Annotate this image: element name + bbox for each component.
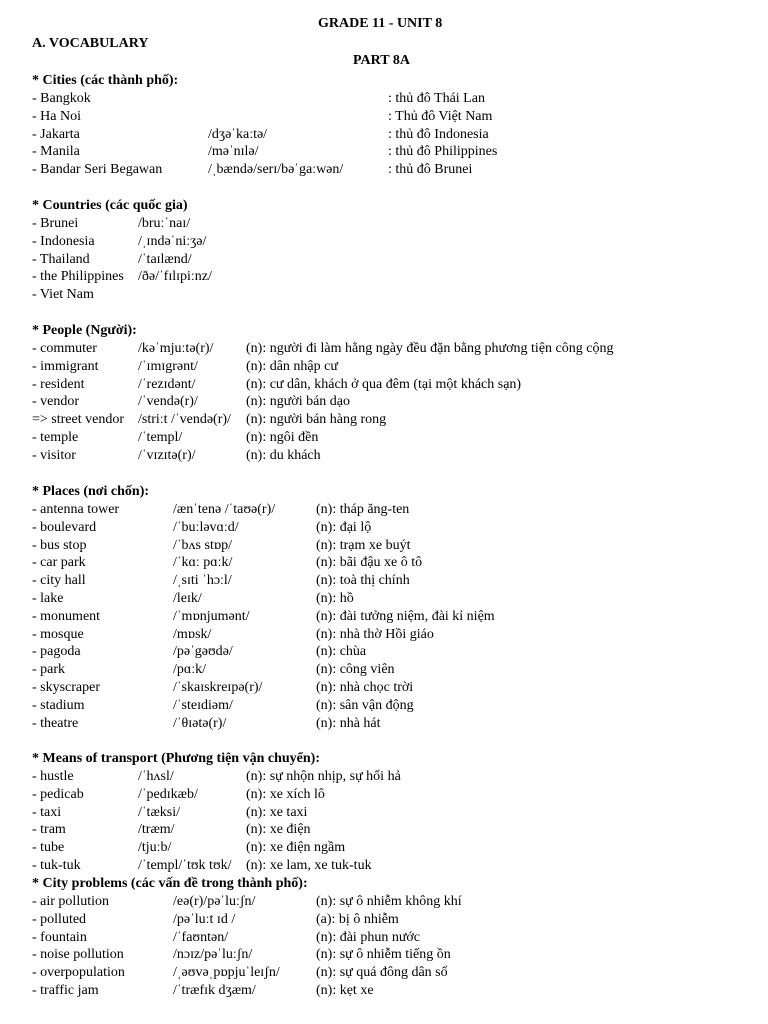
countries-row (32, 286, 748, 304)
vocab-pronunciation: /ˈbʌs stɒp/ (173, 537, 233, 553)
people-heading: * People (Người): (32, 323, 137, 338)
transport-row (32, 821, 748, 839)
countries-row (32, 251, 748, 269)
vocab-word: - vendor (32, 394, 80, 410)
people-row (32, 447, 748, 465)
vocab-pronunciation: /ˈtempl/ˈtʊk tʊk/ (138, 857, 232, 873)
vocab-meaning: (n): nhà hát (316, 715, 381, 731)
section-heading: A. VOCABULARY (32, 36, 149, 51)
vocab-meaning: : thủ đô Brunei (388, 162, 473, 178)
vocab-word: - theatre (32, 715, 79, 731)
vocab-meaning: : Thủ đô Việt Nam (388, 108, 493, 124)
vocab-meaning: (n): sân vận động (316, 697, 414, 713)
places-list (32, 501, 748, 732)
vocab-meaning: (n): toà thị chính (316, 573, 410, 589)
vocab-word: - bus stop (32, 537, 87, 553)
vocab-word: - tuk-tuk (32, 857, 81, 873)
vocab-pronunciation: /pəˈgəʊdə/ (173, 644, 233, 660)
problems-row (32, 929, 748, 947)
countries-section (32, 197, 748, 304)
vocab-meaning: (n): công viên (316, 662, 395, 678)
vocab-word: - polluted (32, 911, 87, 927)
vocab-pronunciation: /ˈmɒnjumənt/ (173, 608, 250, 624)
vocab-pronunciation: /ˈtræfɪk dʒæm/ (173, 982, 256, 998)
vocab-meaning: (n): tháp ăng-ten (316, 502, 410, 517)
vocab-word: - car park (32, 555, 86, 571)
places-row (32, 626, 748, 644)
vocab-word: - boulevard (32, 519, 97, 535)
vocab-meaning: (n): chùa (316, 644, 367, 660)
transport-row (32, 839, 748, 857)
vocab-word: - temple (32, 429, 79, 445)
vocab-meaning: : thủ đô Indonesia (388, 126, 489, 142)
cities-row (32, 108, 748, 126)
people-row (32, 358, 748, 376)
vocab-meaning: : thủ đô Philippines (388, 144, 498, 160)
places-row (32, 679, 748, 697)
vocab-word: - monument (32, 608, 101, 624)
part-heading: PART 8A (353, 53, 410, 68)
people-row (32, 393, 748, 411)
vocab-meaning: (n): đài phun nước (316, 929, 421, 945)
vocab-meaning: (n): sự ô nhiễm không khí (316, 894, 462, 909)
vocab-word: - city hall (32, 573, 86, 589)
problems-row (32, 893, 748, 911)
vocab-word: - pedicab (32, 786, 84, 802)
problems-row (32, 946, 748, 964)
vocab-word: - visitor (32, 447, 76, 463)
vocab-pronunciation: /ˈhʌsl/ (138, 769, 174, 784)
cities-list (32, 90, 748, 179)
people-row (32, 376, 748, 394)
problems-section (32, 875, 748, 1000)
vocab-word: - fountain (32, 929, 87, 945)
transport-row (32, 768, 748, 786)
vocab-word: - park (32, 662, 66, 678)
vocab-meaning: (n): cư dân, khách ở qua đêm (tại một khách sạn) (246, 376, 522, 392)
vocab-meaning: (n): người bán dạo (246, 394, 351, 410)
transport-heading: * Means of transport (Phương tiện vận chuyển): (32, 751, 320, 766)
vocab-meaning: (n): đại lộ (316, 519, 372, 535)
vocab-pronunciation: /ˌəʊvəˌpɒpjuˈleɪʃn/ (173, 965, 280, 981)
vocab-meaning: (n): xe điện ngầm (246, 840, 346, 856)
vocab-meaning: (n): nhà chọc trời (316, 679, 414, 695)
places-row (32, 537, 748, 555)
cities-row (32, 161, 748, 179)
vocab-meaning: (n): hồ (316, 590, 354, 606)
vocab-meaning: (n): xe taxi (246, 804, 308, 820)
vocab-pronunciation: /bruːˈnaɪ/ (138, 216, 191, 231)
places-section (32, 483, 748, 732)
places-row (32, 572, 748, 590)
document-title: GRADE 11 - UNIT 8 (318, 16, 443, 31)
vocab-pronunciation: /ˈpedɪkæb/ (138, 786, 198, 802)
vocab-pronunciation: /ˈvɪzɪtə(r)/ (138, 447, 196, 463)
vocab-pronunciation: /tjuːb/ (138, 840, 172, 856)
vocab-word: - Bandar Seri Begawan (32, 162, 163, 178)
vocab-word: - pagoda (32, 644, 81, 660)
places-row (32, 643, 748, 661)
vocab-pronunciation: /ˈsteɪdiəm/ (173, 697, 233, 713)
cities-heading: * Cities (các thành phố): (32, 73, 179, 88)
countries-row (32, 233, 748, 251)
vocab-pronunciation: /ˌbændə/serɪ/bəˈgaːwən/ (208, 162, 344, 178)
vocab-pronunciation: /pɑːk/ (173, 662, 206, 678)
countries-row (32, 215, 748, 233)
vocab-word: - Indonesia (32, 233, 95, 249)
vocab-meaning: (n): sự nhộn nhịp, sự hối hả (246, 769, 401, 784)
cities-section (32, 72, 748, 179)
vocab-meaning: (n): người đi làm hằng ngày đều đặn bằng phương tiện công cộng (246, 341, 614, 356)
vocab-meaning: (a): bị ô nhiễm (316, 911, 399, 927)
vocab-word: - commuter (32, 341, 97, 356)
places-row (32, 608, 748, 626)
vocab-word: - Ha Noi (32, 108, 81, 124)
people-row (32, 429, 748, 447)
vocab-word: - overpopulation (32, 965, 125, 981)
places-heading: * Places (nơi chốn): (32, 484, 150, 499)
vocab-word: - Viet Nam (32, 287, 94, 303)
vocab-pronunciation: /ˈtaɪlænd/ (138, 251, 192, 267)
places-row (32, 519, 748, 537)
vocab-word: - traffic jam (32, 982, 99, 998)
vocab-pronunciation: /ˈkɑː pɑːk/ (173, 555, 233, 571)
vocab-word: => street vendor (32, 412, 124, 428)
vocab-meaning: (n): dân nhập cư (246, 358, 338, 374)
places-row (32, 554, 748, 572)
vocab-word: - Thailand (32, 251, 90, 267)
vocab-pronunciation: /ˈɪmɪgrənt/ (138, 358, 198, 374)
vocab-pronunciation: /pəˈluːt ɪd / (173, 911, 236, 927)
people-section (32, 322, 748, 465)
problems-row (32, 911, 748, 929)
vocab-word: - skyscraper (32, 679, 101, 695)
vocab-meaning: (n): xe điện (246, 822, 311, 838)
vocab-meaning: : thủ đô Thái Lan (388, 91, 485, 106)
transport-row (32, 857, 748, 875)
vocab-pronunciation: /kəˈmjuːtə(r)/ (138, 341, 214, 356)
vocab-word: - Bangkok (32, 91, 91, 106)
vocab-meaning: (n): ngôi đền (246, 429, 319, 445)
vocab-pronunciation: /ˈθɪətə(r)/ (173, 715, 227, 731)
vocab-word: - taxi (32, 804, 62, 820)
places-row (32, 661, 748, 679)
vocab-pronunciation: /ænˈtenə /ˈtaʊə(r)/ (173, 502, 276, 517)
vocab-word: - hustle (32, 769, 74, 784)
problems-list (32, 893, 748, 1000)
vocab-pronunciation: /məˈnɪlə/ (208, 144, 259, 160)
problems-row (32, 982, 748, 1000)
cities-row (32, 90, 748, 108)
vocab-pronunciation: /nɔɪz/pəˈluːʃn/ (173, 947, 253, 963)
vocab-pronunciation: /ðə/ˈfɪlɪpiːnz/ (138, 269, 212, 285)
vocab-pronunciation: /ˈrezɪdənt/ (138, 376, 196, 392)
vocab-meaning: (n): sự ô nhiễm tiếng ồn (316, 947, 451, 963)
vocab-meaning: (n): kẹt xe (316, 982, 374, 998)
vocab-word: - noise pollution (32, 947, 124, 963)
vocab-meaning: (n): nhà thờ Hồi giáo (316, 626, 434, 642)
vocab-word: - Jakarta (32, 126, 80, 142)
vocab-word: - mosque (32, 626, 84, 642)
transport-list (32, 768, 748, 875)
vocab-word: - antenna tower (32, 502, 120, 517)
vocab-pronunciation: /træm/ (138, 822, 175, 838)
vocab-pronunciation: /ˈtæksi/ (138, 804, 181, 820)
transport-row (32, 804, 748, 822)
vocab-meaning: (n): người bán hàng rong (246, 412, 387, 428)
vocab-pronunciation: /ˈfaʊntən/ (173, 929, 229, 945)
vocab-word: - stadium (32, 697, 85, 713)
problems-row (32, 964, 748, 982)
places-row (32, 501, 748, 519)
countries-list (32, 215, 748, 304)
vocab-word: - tube (32, 840, 65, 856)
vocab-pronunciation: /ˈtempl/ (138, 429, 183, 445)
vocab-meaning: (n): bãi đậu xe ô tô (316, 555, 423, 571)
vocab-meaning: (n): xe lam, xe tuk-tuk (246, 857, 372, 873)
places-row (32, 590, 748, 608)
vocab-pronunciation: /ˌɪndəˈniːʒə/ (138, 233, 207, 249)
cities-row (32, 126, 748, 144)
vocab-word: - Brunei (32, 216, 79, 231)
vocab-pronunciation: /mɒsk/ (173, 626, 212, 642)
people-row (32, 411, 748, 429)
vocab-word: - air pollution (32, 894, 109, 909)
transport-section (32, 750, 748, 875)
problems-heading: * City problems (các vấn đề trong thành phố): (32, 876, 308, 891)
people-list (32, 340, 748, 465)
countries-row (32, 268, 748, 286)
vocab-pronunciation: /leɪk/ (173, 590, 202, 606)
cities-row (32, 143, 748, 161)
vocab-meaning: (n): trạm xe buýt (316, 537, 411, 553)
vocab-meaning: (n): xe xích lô (246, 786, 325, 802)
vocab-word: - the Philippines (32, 269, 124, 285)
vocab-word: - tram (32, 822, 66, 838)
vocab-word: - lake (32, 590, 64, 606)
vocab-meaning: (n): du khách (246, 447, 321, 463)
vocab-meaning: (n): đài tưởng niệm, đài kỉ niệm (316, 608, 495, 624)
vocab-word: - resident (32, 376, 85, 392)
vocab-pronunciation: /eə(r)/pəˈluːʃn/ (173, 894, 256, 909)
vocab-word: - immigrant (32, 358, 99, 374)
places-row (32, 697, 748, 715)
vocab-pronunciation: /ˌsɪti ˈhɔːl/ (173, 573, 232, 589)
vocab-pronunciation: /ˈskaɪskreɪpə(r)/ (173, 679, 263, 695)
countries-heading: * Countries (các quốc gia) (32, 198, 188, 213)
vocab-word: - Manila (32, 144, 80, 160)
vocab-pronunciation: /striːt /ˈvendə(r)/ (138, 412, 231, 428)
transport-row (32, 786, 748, 804)
vocab-pronunciation: /ˈbuːləvɑːd/ (173, 519, 239, 535)
vocab-meaning: (n): sự quá đông dân số (316, 965, 448, 981)
people-row (32, 340, 748, 358)
vocab-pronunciation: /ˈvendə(r)/ (138, 394, 198, 410)
places-row (32, 715, 748, 733)
vocab-pronunciation: /dʒəˈkaːtə/ (208, 126, 268, 142)
